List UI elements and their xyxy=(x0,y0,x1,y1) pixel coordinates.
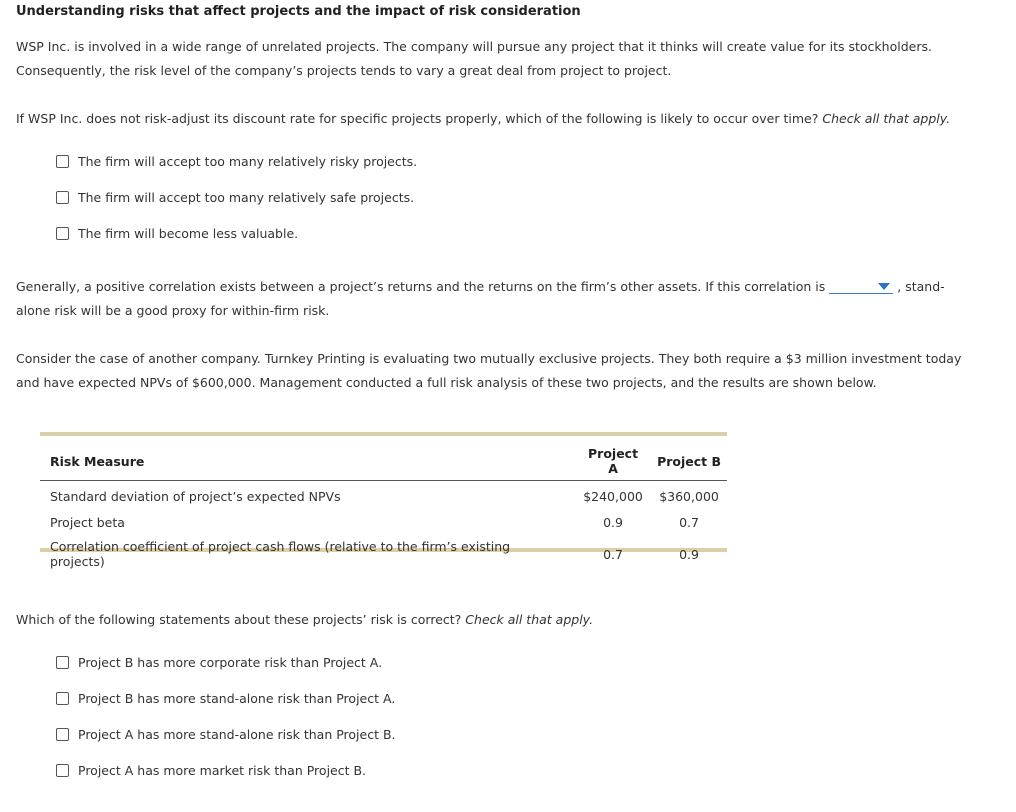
row-label: Standard deviation of project’s expected NPVs xyxy=(50,488,341,504)
risk-table-grid xyxy=(40,436,727,573)
question-2-line-2: alone risk will be a good proxy for within-firm risk. xyxy=(16,303,330,318)
question-2-text-before: Generally, a positive correlation exists between a project’s returns and the returns on the firm’s other assets. If this correlation is xyxy=(16,279,826,294)
checkbox[interactable] xyxy=(56,227,69,240)
question-3-prompt xyxy=(16,608,1006,632)
question-2-prompt xyxy=(16,275,1006,323)
checkbox[interactable] xyxy=(56,191,69,204)
intro-paragraph xyxy=(16,35,1006,83)
case-line-2: and have expected NPVs of $600,000. Management conducted a full risk analysis of these two projects, and the results are shown below. xyxy=(16,375,877,390)
risk-table xyxy=(40,432,727,569)
question-2-line-1 xyxy=(16,275,1006,299)
q1-option-2[interactable] xyxy=(56,189,414,205)
chevron-down-icon[interactable] xyxy=(878,283,890,290)
question-3-hint: Check all that apply. xyxy=(465,612,594,627)
case-line-1: Consider the case of another company. Turnkey Printing is evaluating two mutually exclusive projects. They both require a $3 million investment today xyxy=(16,351,962,366)
q1-option-3[interactable] xyxy=(56,225,298,241)
page-title: Understanding risks that affect projects and the impact of risk consideration xyxy=(16,4,581,19)
q3-option-1[interactable] xyxy=(56,654,382,670)
table-header-row xyxy=(40,436,727,481)
table-row xyxy=(40,481,727,510)
project-b-value: 0.7 xyxy=(679,514,699,530)
project-a-value: 0.7 xyxy=(603,546,623,562)
question-1-prompt xyxy=(16,107,1006,131)
question-1-hint: Check all that apply. xyxy=(822,111,951,126)
q1-option-1[interactable] xyxy=(56,153,417,169)
question-2-text-after: , stand- xyxy=(897,279,945,294)
question-1-text: If WSP Inc. does not risk-adjust its discount rate for specific projects properly, which of the following is likely to occur over time? xyxy=(16,111,819,126)
header-project-b: Project B xyxy=(651,436,727,481)
q1-option-1-label: The firm will accept too many relatively risky projects. xyxy=(78,153,418,169)
question-3-text: Which of the following statements about these projects’ risk is correct? xyxy=(16,612,462,627)
q3-option-2[interactable] xyxy=(56,690,395,706)
checkbox[interactable] xyxy=(56,692,69,705)
q1-option-3-label: The firm will become less valuable. xyxy=(78,225,299,241)
q3-option-2-label: Project B has more stand-alone risk than Project A. xyxy=(78,690,396,706)
case-paragraph xyxy=(16,347,1006,395)
project-a-value: $240,000 xyxy=(583,488,643,504)
table-row xyxy=(40,535,727,573)
q3-option-3-label: Project A has more stand-alone risk than Project B. xyxy=(78,726,396,742)
q3-option-4[interactable] xyxy=(56,762,366,778)
q3-option-3[interactable] xyxy=(56,726,396,742)
q3-option-1-label: Project B has more corporate risk than Project A. xyxy=(78,654,383,670)
row-label: Project beta xyxy=(50,514,125,530)
project-a-value: 0.9 xyxy=(603,514,623,530)
project-b-value: $360,000 xyxy=(659,488,719,504)
checkbox[interactable] xyxy=(56,656,69,669)
checkbox[interactable] xyxy=(56,155,69,168)
intro-line-1: WSP Inc. is involved in a wide range of unrelated projects. The company will pursue any project that it thinks will create value for its stockholders. xyxy=(16,39,932,54)
intro-line-2: Consequently, the risk level of the company’s projects tends to vary a great deal from project to project. xyxy=(16,63,672,78)
header-project-a: Project A xyxy=(575,436,651,481)
checkbox[interactable] xyxy=(56,728,69,741)
q3-option-4-label: Project A has more market risk than Project B. xyxy=(78,762,367,778)
correlation-dropdown[interactable] xyxy=(829,279,893,294)
header-risk-measure: Risk Measure xyxy=(40,436,575,481)
checkbox[interactable] xyxy=(56,764,69,777)
table-row xyxy=(40,509,727,535)
row-label: Correlation coefficient of project cash flows (relative to the firm’s existing projects) xyxy=(50,539,511,569)
project-b-value: 0.9 xyxy=(679,546,699,562)
q1-option-2-label: The firm will accept too many relatively safe projects. xyxy=(78,189,415,205)
